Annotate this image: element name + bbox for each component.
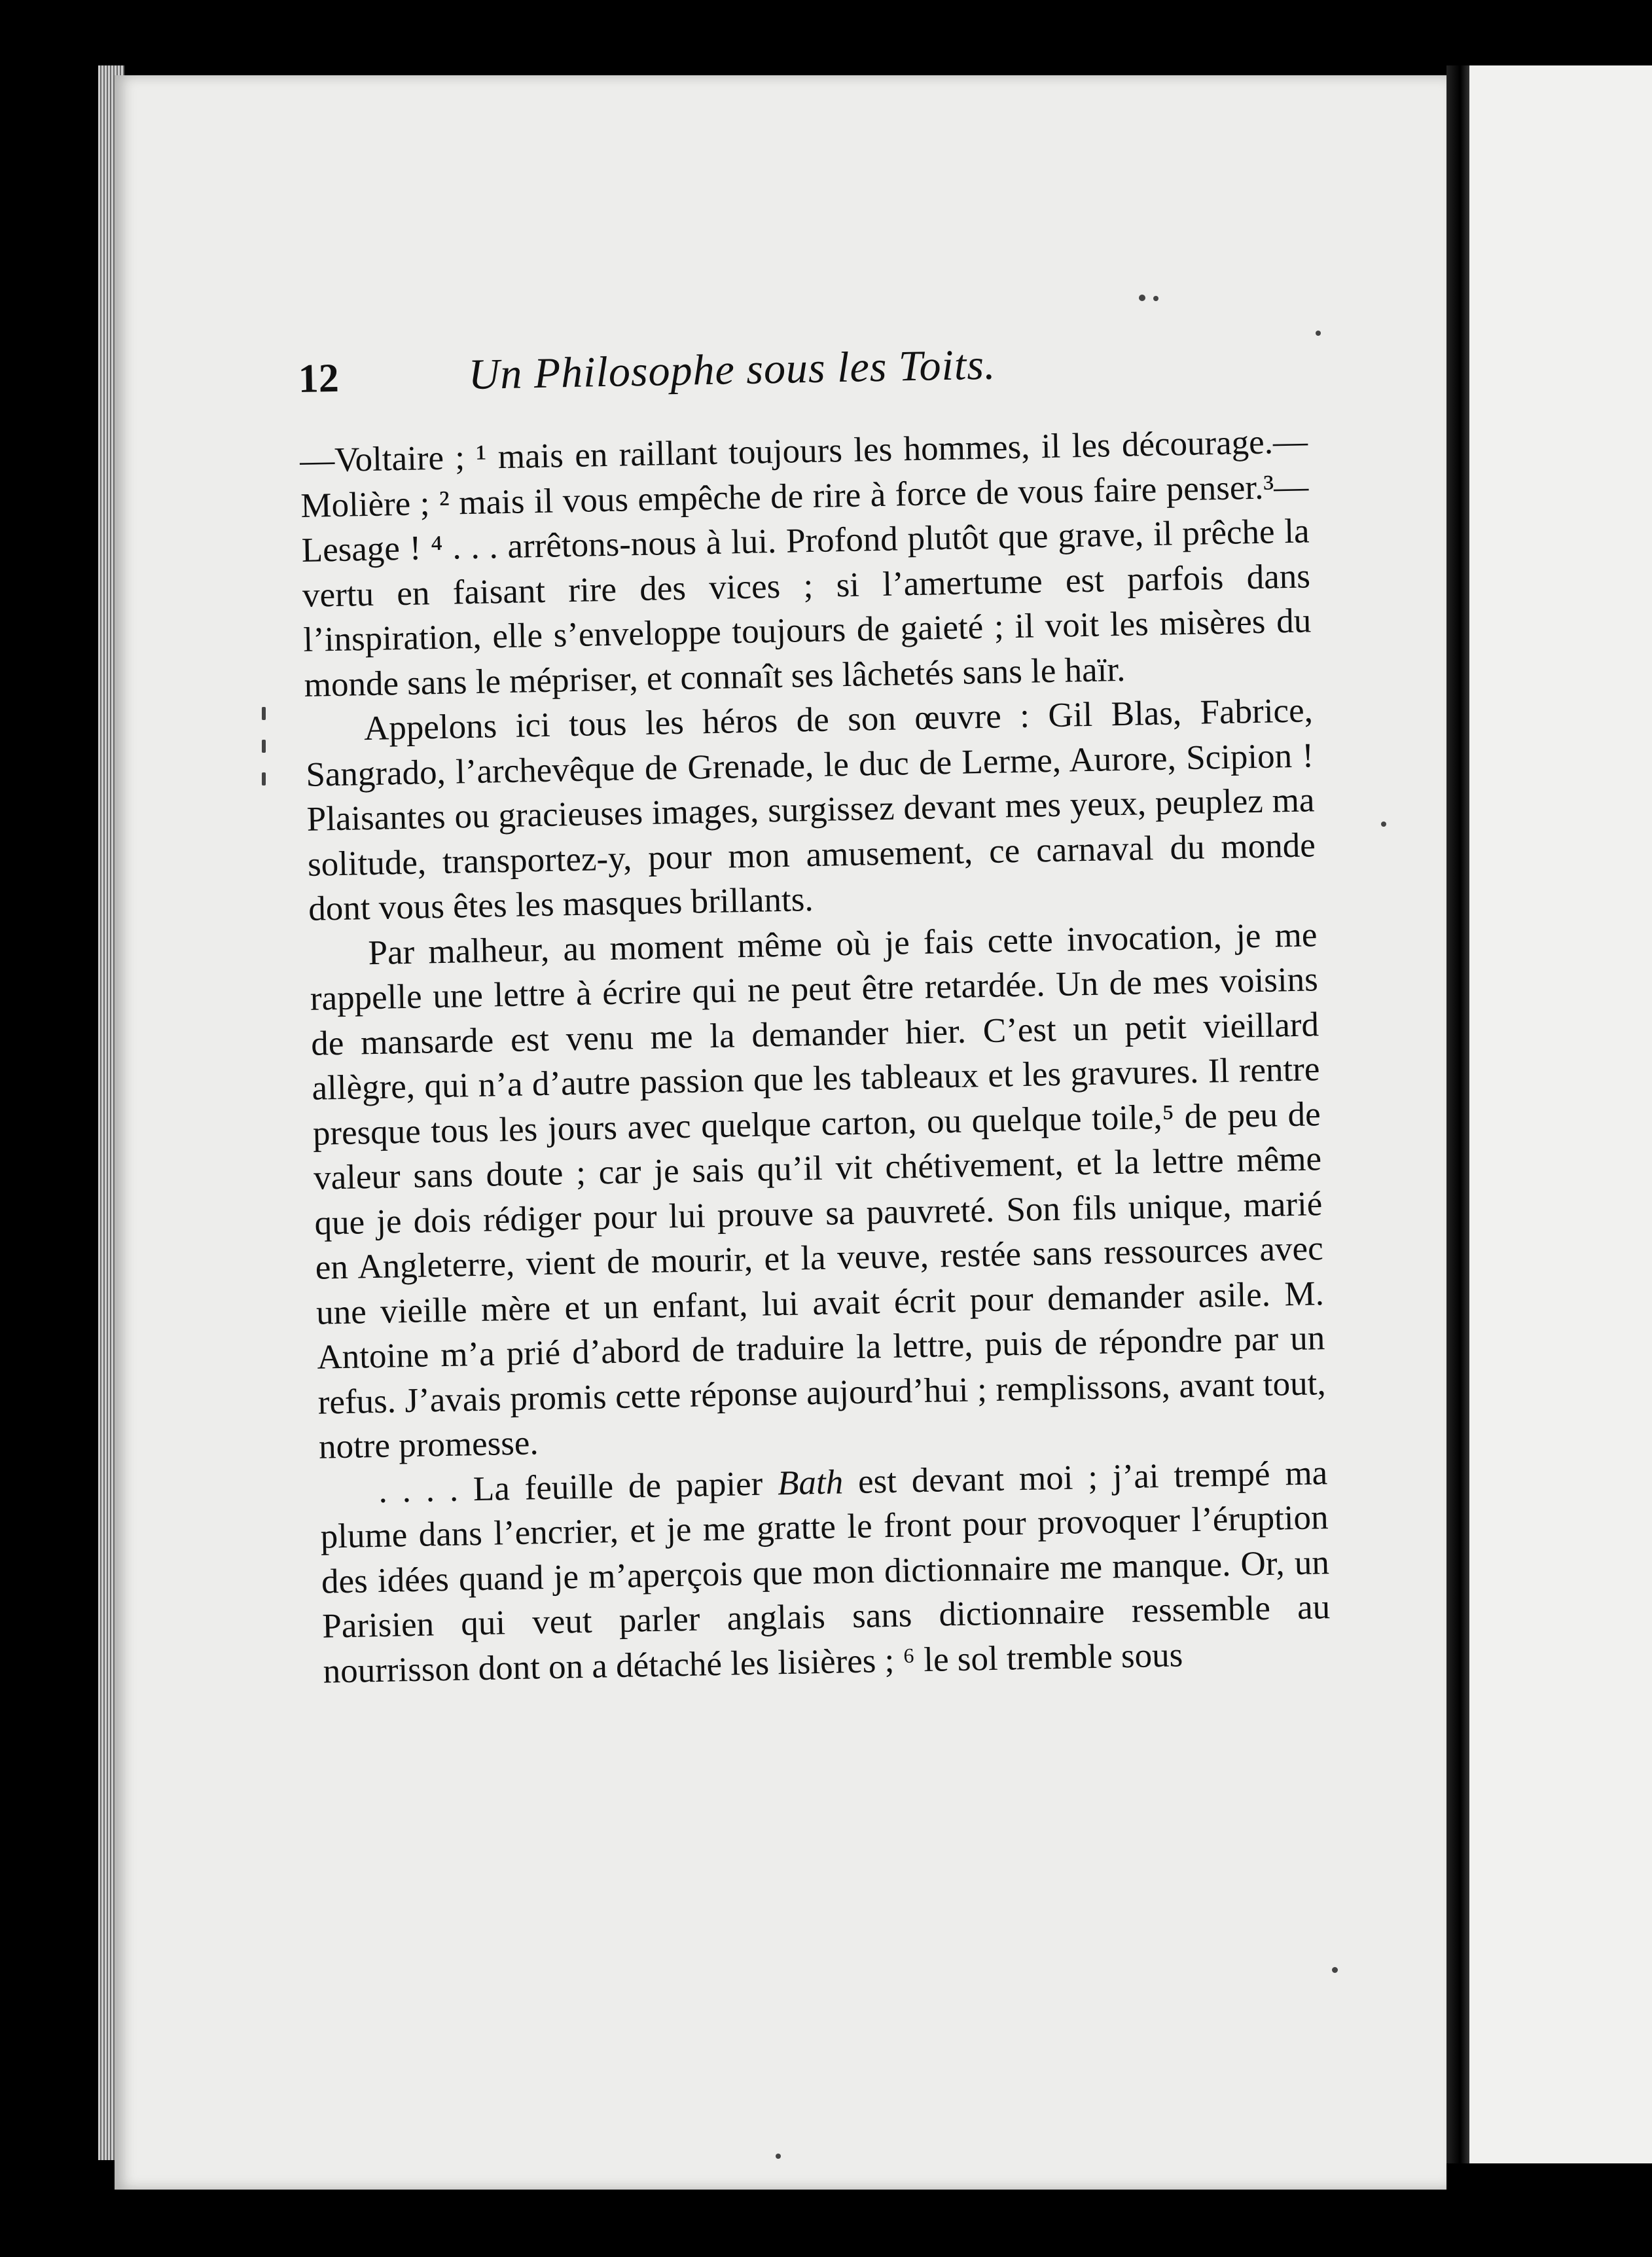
ink-speck xyxy=(1332,1967,1338,1973)
ink-speck xyxy=(1381,822,1386,827)
book-title: Un Philosophe sous les Toits. xyxy=(467,340,997,399)
paragraph: —Voltaire ; ¹ mais en raillant toujours les hommes, il les décourage.—Molière ; ² mais il vous empêche de rire à force de vous faire penser.³—Lesage ! ⁴ . . . arrêtons-nous à lui. Profond plutôt que grave, il prêche la vertu en faisant rire des vices ; si l’amertume est parfois dans l’inspiration, elle s’enveloppe toujours de gaieté ; il voit les misères du monde sans le mépriser, et connaît ses lâchetés sans le haïr. xyxy=(299,422,1312,704)
text-run: . . . . La feuille de papier xyxy=(378,1464,778,1510)
paragraph: Appelons ici tous les héros de son œuvre : Gil Blas, Fabrice, Sangrado, l’archevêque de Grenade, le duc de Lerme, Aurore, Scipion ! Plaisantes ou gracieuses images, surgissez devant mes yeux, peuplez ma solitude, transportez-y, pour mon amusement, ce carnaval du monde dont vous êtes les masques brillants. xyxy=(305,691,1316,928)
paragraph xyxy=(319,1451,1331,1694)
paragraph: Par malheur, au moment même où je fais cette invocation, je me rappelle une lettre à écrire qui ne peut être retardée. Un de mes voisins de mansarde est venu me la demander hier. C’est un petit vieillard allègre, qui n’a d’autre passion que les tableaux et les gravures. Il rentre presque tous les jours avec quelque carton, ou quelque toile,⁵ de peu de valeur sans doute ; car je sais qu’il vit chétivement, et la lettre même que je dois rédiger pour lui prouve sa pauvreté. Son fils unique, marié en Angleterre, vient de mourir, et la veuve, restée sans ressources avec une vieille mère et un enfant, lui avait écrit pour demander asile. M. Antoine m’a prié d’abord de traduire la lettre, puis de répondre par un refus. J’avais promis cette réponse aujourd’hui ; remplissons, avant tout, notre promesse. xyxy=(310,915,1327,1466)
ink-speck xyxy=(776,2154,781,2159)
facing-page-strip xyxy=(1469,65,1652,2163)
book-gutter xyxy=(1446,65,1469,2163)
ink-speck xyxy=(262,707,266,720)
ink-speck xyxy=(262,740,266,753)
page-number: 12 xyxy=(298,355,340,401)
ink-speck xyxy=(1139,295,1145,301)
ink-speck xyxy=(1153,296,1158,301)
ink-speck xyxy=(1316,331,1321,336)
ink-speck xyxy=(262,772,266,785)
italic-term: Bath xyxy=(777,1462,844,1502)
page-text xyxy=(298,334,1331,1693)
text-run: est devant moi ; j’ai trempé ma plume dans l’encrier, et je me gratte le front pour provoquer l’éruption des idées quand je m’aperçois que mon dictionnaire me manque. Or, un Parisien qui veut parler anglais sans dictionnaire ressemble au nourrisson dont on a détaché les lisières ; ⁶ le sol tremble sous xyxy=(320,1453,1331,1691)
